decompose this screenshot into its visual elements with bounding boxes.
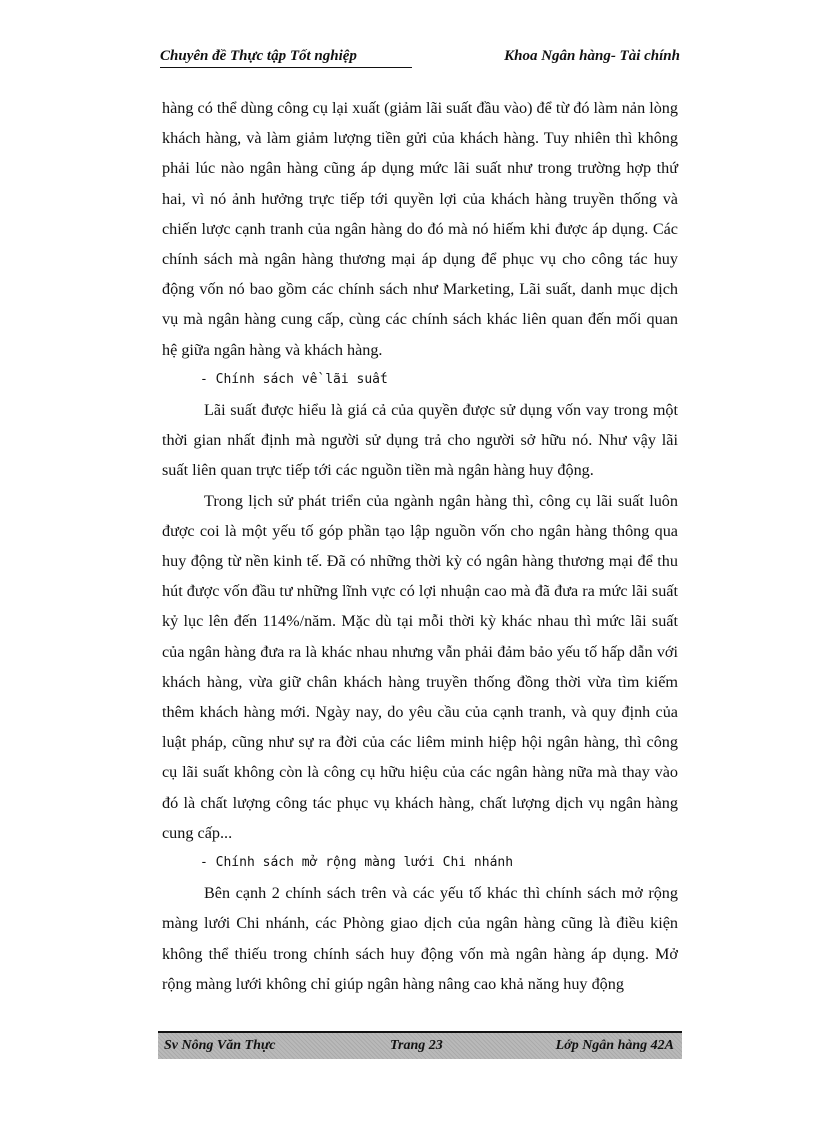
footer-page-number: Trang 23 [390,1038,443,1053]
header-title-right: Khoa Ngân hàng- Tài chính [504,48,680,64]
page-footer [158,1031,682,1059]
section-heading-branch-network: - Chính sách mở rộng màng lưới Chi nhánh [200,855,514,871]
section-heading-interest-rate: - Chính sách về lãi suất [200,371,388,387]
paragraph-4: Bên cạnh 2 chính sách trên và các yếu tố khác thì chính sách mở rộng màng lưới Chi nhánh, các Phòng giao dịch của ngân hàng cũng là điều kiện không thể thiếu trong chính sách huy động vốn mà ngân hàng áp dụng. Mở rộng màng lưới không chỉ giúp ngân hàng nâng cao khả năng huy động [162,884,678,993]
paragraph-3: Trong lịch sử phát triển của ngành ngân hàng thì, công cụ lãi suất luôn được coi là một yếu tố góp phần tạo lập nguồn vốn cho ngân hàng thông qua huy động từ nền kinh tế. Đã có những thời kỳ có ngân hàng thương mại để thu hút được vốn đầu tư những lĩnh vực có lợi nhuận cao mà đã đưa ra mức lãi suất kỷ lục lên đến 114%/năm. Mặc dù tại mỗi thời kỳ khác nhau thì mức lãi suất của ngân hàng đưa ra là khác nhau nhưng vẫn phải đảm bảo yếu tố hấp dẫn với khách hàng, vừa giữ chân khách hàng truyền thống đồng thời vừa tìm kiếm thêm khách hàng mới. Ngày nay, do yêu cầu của cạnh tranh, và quy định của luật pháp, cũng như sự ra đời của các liêm minh hiệp hội ngân hàng, thì công cụ lãi suất không còn là công cụ hữu hiệu của các ngân hàng nữa mà thay vào đó là chất lượng công tác phục vụ khách hàng, chất lượng dịch vụ ngân hàng cung cấp... [162,491,678,842]
footer-class: Lớp Ngân hàng 42A [555,1038,674,1053]
document-body [162,93,678,999]
footer-author: Sv Nông Văn Thực [164,1038,276,1053]
paragraph-1: hàng có thể dùng công cụ lại xuất (giảm lãi suất đầu vào) để từ đó làm nản lòng khách hàng, và làm giảm lượng tiền gửi của khách hàng. Tuy nhiên thì không phải lúc nào ngân hàng cũng áp dụng mức lãi suất như trong trường hợp thứ hai, vì nó ảnh hưởng trực tiếp tới quyền lợi của khách hàng truyền thống và chiến lược cạnh tranh của ngân hàng do đó mà nó hiếm khi được áp dụng. Các chính sách mà ngân hàng thương mại áp dụng để phục vụ cho công tác huy động vốn nó bao gồm các chính sách như Marketing, Lãi suất, danh mục dịch vụ mà ngân hàng cung cấp, cùng các chính sách khác liên quan đến mối quan hệ giữa ngân hàng và khách hàng. [162,99,678,359]
header-title-left: Chuyên đề Thực tập Tốt nghiệp [160,48,412,68]
page-header [158,46,682,70]
paragraph-2: Lãi suất được hiểu là giá cả của quyền được sử dụng vốn vay trong một thời gian nhất định mà người sử dụng trả cho người sở hữu nó. Như vậy lãi suất liên quan trực tiếp tới các nguồn tiền mà ngân hàng huy động. [162,401,678,480]
